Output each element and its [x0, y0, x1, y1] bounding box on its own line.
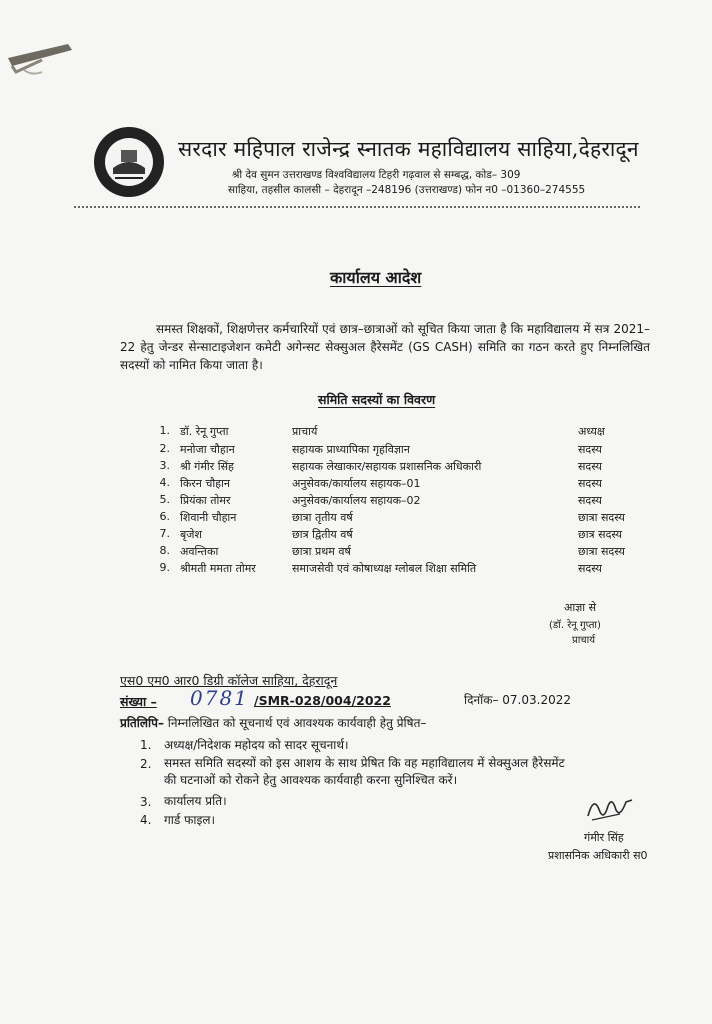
member-number: 7.	[159, 527, 170, 540]
member-name: बृजेश	[180, 528, 202, 541]
member-row	[0, 544, 712, 562]
copy-intro: निम्नलिखित को सूचनार्थ एवं आवश्यक कार्यवाही हेतु प्रेषित–	[167, 716, 427, 730]
member-row	[0, 493, 712, 511]
copy-item-text: समस्त समिति सदस्यों को इस आशय के साथ प्रेषित कि वह महाविद्यालय में सेक्सुअल हैरेसमेंट	[164, 756, 565, 770]
member-name: मनोजा चौहान	[180, 443, 235, 456]
principal-designation: प्राचार्य	[572, 635, 596, 646]
header-divider	[74, 206, 640, 208]
college-reference: एस0 एम0 आर0 डिग्री कॉलेज साहिया, देहरादून	[120, 673, 338, 688]
copy-item-number: 3.	[140, 795, 152, 809]
affiliation-line: श्री देव सुमन उत्तराखण्ड विश्वविद्यालय टिहरी गढ़वाल से सम्बद्ध, कोड– 309	[232, 169, 521, 181]
signatory-name: गंमीर सिंह	[584, 831, 624, 844]
member-row	[0, 510, 712, 528]
copy-to-line	[120, 714, 426, 731]
member-role: प्राचार्य	[292, 425, 318, 438]
copy-item-number: 1.	[140, 738, 152, 752]
order-paragraph: समस्त शिक्षकों, शिक्षणेत्तर कर्मचारियों एवं छात्र–छात्राओं को सूचित किया जाता है कि महाविद्यालय में सत्र 2021–22 हेतु जेन्डर सेन्साटाइजेशन कमेटी अगेन्सट सेक्सुअल हैरेसमेंट (GS CASH) समिति का गठन करते हुए निम्नलिखित सदस्यों को नामित किया जाता है।	[120, 322, 650, 372]
member-position: सदस्य	[578, 443, 602, 456]
reference-number: /SMR-028/004/2022	[254, 693, 391, 708]
principal-name: (डॉ. रेनू गुप्ता)	[549, 620, 601, 631]
member-name: श्रीमती ममता तोमर	[180, 562, 256, 575]
member-role: अनुसेवक/कार्यालय सहायक–02	[292, 494, 421, 507]
member-row	[0, 476, 712, 494]
member-number: 8.	[159, 544, 170, 557]
copy-label: प्रतिलिपि–	[120, 716, 164, 730]
member-name: किरन चौहान	[180, 477, 231, 490]
member-role: अनुसेवक/कार्यालय सहायक–01	[292, 477, 421, 490]
handwritten-signature	[580, 790, 636, 826]
member-role: छात्रा प्रथम वर्ष	[292, 545, 351, 558]
members-heading: समिति सदस्यों का विवरण	[318, 392, 436, 407]
member-name: प्रियंका तोमर	[180, 494, 231, 507]
member-name: श्री गंमीर सिंह	[180, 460, 234, 473]
member-position: छात्रा सदस्य	[578, 511, 625, 524]
handwritten-number: 0781	[190, 686, 249, 710]
member-number: 5.	[159, 493, 170, 506]
member-role: छात्रा तृतीय वर्ष	[292, 511, 353, 524]
member-name: अवन्तिका	[180, 545, 219, 558]
member-number: 3.	[159, 459, 170, 472]
member-row	[0, 561, 712, 579]
member-role: समाजसेवी एवं कोषाध्यक्ष ग्लोबल शिक्षा समिति	[292, 562, 477, 575]
document-title: कार्यालय आदेश	[330, 268, 422, 287]
member-name: डॉ. रेनू गुप्ता	[180, 425, 229, 438]
member-row	[0, 424, 712, 442]
member-position: छात्र सदस्य	[578, 528, 623, 541]
member-position: सदस्य	[578, 562, 602, 575]
copy-item-text-continued: की घटनाओं को रोकने हेतु आवश्यक कार्यवाही करना सुनिश्चित करें।	[164, 773, 458, 787]
member-position: सदस्य	[578, 494, 602, 507]
copy-item-number: 2.	[140, 757, 152, 771]
member-role: सहायक प्राध्यापिका गृहविज्ञान	[292, 443, 410, 456]
member-role: सहायक लेखाकार/सहायक प्रशासनिक अधिकारी	[292, 460, 482, 473]
member-row	[0, 527, 712, 545]
college-logo-emblem	[93, 126, 165, 198]
member-number: 6.	[159, 510, 170, 523]
member-number: 4.	[159, 476, 170, 489]
member-position: सदस्य	[578, 477, 602, 490]
order-line: आज्ञा से	[564, 601, 597, 614]
copy-item-text: अध्यक्ष/निदेशक महोदय को सादर सूचनार्थ।	[164, 738, 349, 752]
number-label: संख्या –	[120, 694, 157, 709]
copy-item-text: गार्ड फाइल।	[164, 813, 216, 827]
member-number: 9.	[159, 561, 170, 574]
college-name: सरदार महिपाल राजेन्द्र स्नातक महाविद्यालय साहिया,देहरादून	[178, 137, 639, 161]
staple-mark	[2, 30, 82, 80]
member-number: 2.	[159, 442, 170, 455]
member-role: छात्र द्वितीय वर्ष	[292, 528, 353, 541]
copy-item-text: कार्यालय प्रति।	[164, 794, 227, 808]
signatory-designation: प्रशासनिक अधिकारी स0	[548, 849, 648, 862]
member-position: सदस्य	[578, 460, 602, 473]
member-name: शिवानी चौहान	[180, 511, 237, 524]
address-line: साहिया, तहसील कालसी – देहरादून –248196 (उत्तराखण्ड) फोन न0 –01360–274555	[228, 184, 586, 196]
member-row	[0, 459, 712, 477]
member-position: छात्रा सदस्य	[578, 545, 625, 558]
issue-date: दिनॉक– 07.03.2022	[464, 693, 571, 707]
member-number: 1.	[159, 424, 170, 437]
copy-item-number: 4.	[140, 813, 152, 827]
member-position: अध्यक्ष	[578, 425, 605, 438]
member-row	[0, 442, 712, 460]
